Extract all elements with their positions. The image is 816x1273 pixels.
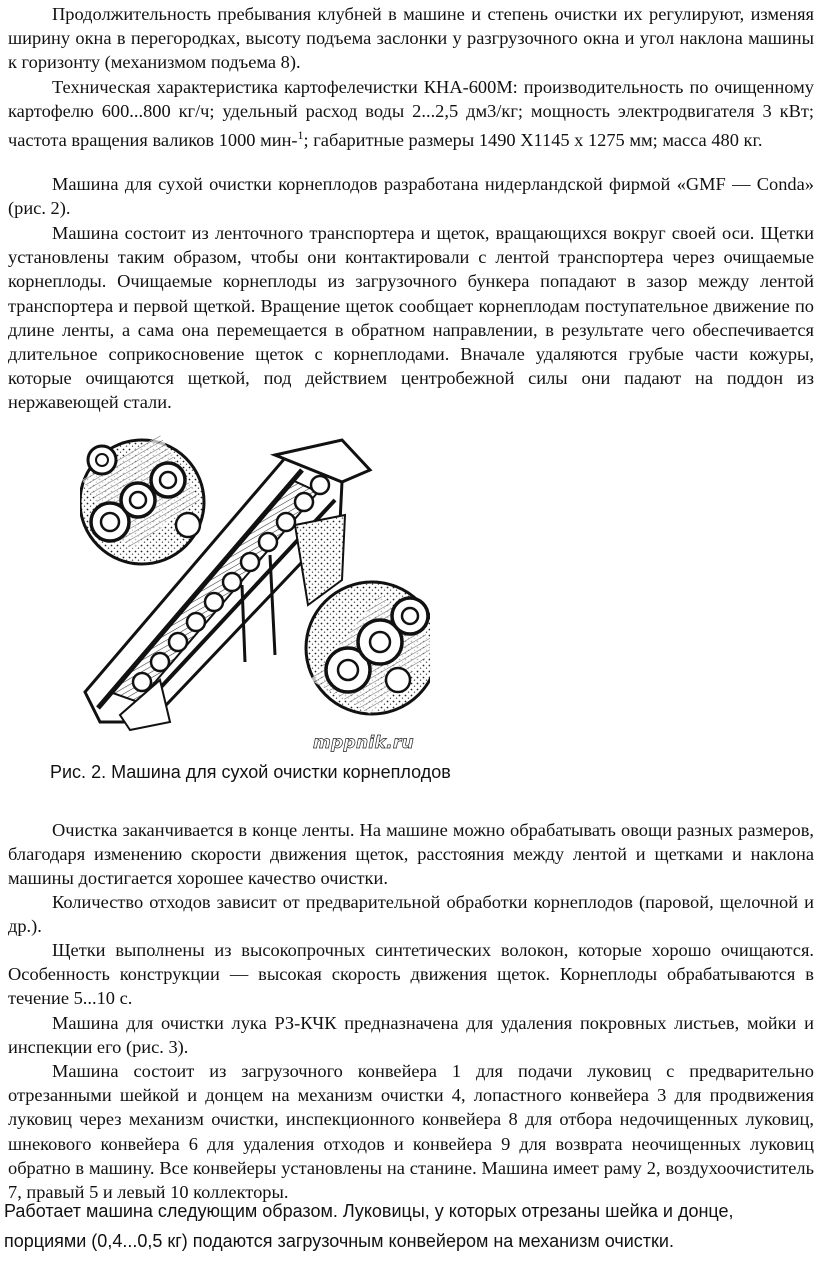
paragraph-8: Машина для очистки лука РЗ-КЧК предназначена для удаления покровных листьев, мойки и инспекции его (рис. 3). [8,1013,814,1058]
paragraph-3: Машина для сухой очистки корнеплодов разработана нидерландской фирмой «GMF — Conda» (рис. 2). [8,174,814,219]
paragraph-2-part-a: Техническая характеристика картофелечистки КНА-600М: производительность по очищенному картофелю 600...800 кг/ч; удельный расход воды 2...2,5 дм3/кг; мощность электродвигателя 3 кВт; частота вращения валиков 1000 мин- [8,77,814,151]
paragraph-1: Продолжительность пребывания клубней в машине и степень очистки их регулируют, изменяя ширину окна в перегородках, высоту подъема заслонки у разгрузочного окна и угол наклона машины к горизонту (механизмом подъема 8). [8,4,814,73]
paragraph-10: Работает машина следующим образом. Луковицы, у которых отрезаны шейка и донце, порциями (0,4...0,5 кг) подаются загрузочным конвейером на механизм очистки. [4,1201,734,1251]
machine-drawing [80,430,430,760]
figure-watermark: mppnik.ru [313,733,414,753]
paragraph-2-superscript: 1 [297,128,304,143]
paragraph-5: Очистка заканчивается в конце ленты. На машине можно обрабатывать овощи разных размеров, благодаря изменению скорости движения щеток, расстояния между лентой и щетками и наклона машины достигается хорошее качество очистки. [8,820,814,889]
detail-circle-top-left [80,435,204,564]
paragraph-6: Количество отходов зависит от предварительной обработки корнеплодов (паровой, щелочной и др.). [8,892,814,937]
paragraph-4: Машина состоит из ленточного транспортера и щеток, вращающихся вокруг своей оси. Щетки установлены таким образом, чтобы они контактировали с лентой транспортера через очищаемые корнеплоды. Очищаемые корнеплоды из загрузочного бункера попадают в зазор между лентой транспортера и первой щеткой. Вращение щеток сообщает корнеплодам поступательное движение по длине ленты, а сама она перемещается в обратном направлении, в результате чего обеспечивается длительное соприкосновение щеток с корнеплодами. Вначале удаляются грубые части кожуры, которые очищаются щеткой, под действием центробежной силы они падают на поддон из нержавеющей стали. [8,223,814,413]
paragraph-7: Щетки выполнены из высокопрочных синтетических волокон, которые хорошо очищаются. Особенность конструкции — высокая скорость движения щеток. Корнеплоды обрабатываются в течение 5...10 с. [8,940,814,1009]
figure-root-crop-cleaning-machine [80,430,430,760]
detail-circle-bottom-right [306,582,430,714]
figure-caption: Рис. 2. Машина для сухой очистки корнеплодов [50,762,451,782]
paragraph-2 [8,75,814,153]
paragraph-2-part-b: ; габаритные размеры 1490 Х1145 х 1275 мм; масса 480 кг. [303,130,763,151]
paragraph-9: Машина состоит из загрузочного конвейера 1 для подачи луковиц с предварительно отрезанными шейкой и донцем на механизм очистки 4, лопастного конвейера 3 для продвижения луковиц через механизм очистки, инспекционного конвейера 8 для отбора недочищенных луковиц, шнекового конвейера 6 для удаления отходов и конвейера 9 для возврата неочищенных луковиц обратно в машину. Все конвейеры установлены на станине. Машина имеет раму 2, воздухоочиститель 7, правый 5 и левый 10 коллекторы. [8,1061,814,1203]
